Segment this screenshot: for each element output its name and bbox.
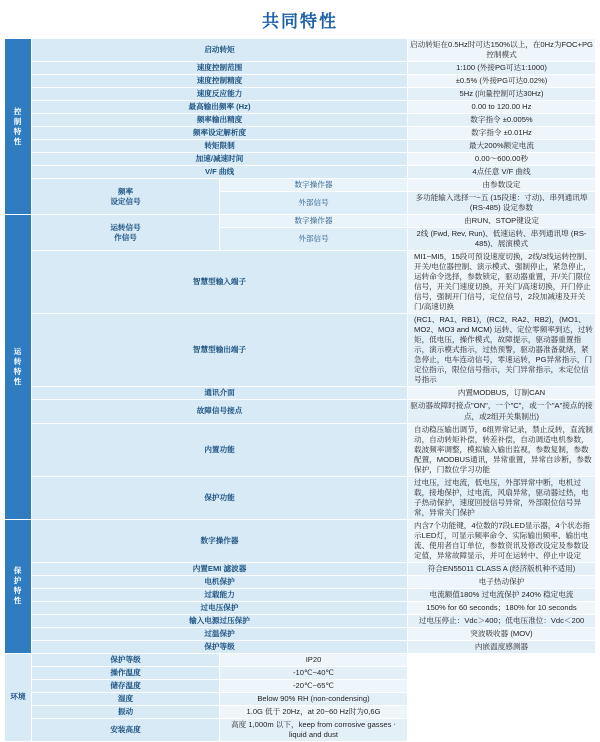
table-row <box>5 562 596 575</box>
row-category: 内置功能 <box>32 423 408 476</box>
row-category: 转矩限制 <box>32 140 408 153</box>
table-row <box>5 588 596 601</box>
table-row <box>5 614 596 627</box>
row-subcategory: 数字操作器 <box>220 179 408 192</box>
row-category: 速度控制精度 <box>32 75 408 88</box>
row-category-freq-set: 频率 设定信号 <box>32 179 220 215</box>
row-value: 多功能输入选择一~五 (15段速：寸动)、串列通讯埠 (RS-485) 设定参数 <box>408 192 596 215</box>
row-value: -10℃~40℃ <box>220 666 408 679</box>
row-value: 过电压，过电流，低电压，外部异常中断，电机过载，接地保护，过电流，风扇异常，驱动器过热，电子热动保护，速度回授信号异常，外部限位信号异常，异常关门保护 <box>408 476 596 519</box>
row-category: 安装高度 <box>32 718 220 741</box>
group-label-control: 控 制 特 性 <box>5 39 32 215</box>
row-category: 保护功能 <box>32 476 408 519</box>
row-value: 高度 1,000m 以下，keep from corrosive gasses ‧ liquid and dust <box>220 718 408 741</box>
row-category: 过载能力 <box>32 588 408 601</box>
table-row <box>5 114 596 127</box>
table-row <box>5 627 596 640</box>
row-value: 由参数设定 <box>408 179 596 192</box>
table-row <box>5 679 596 692</box>
row-category: 频率输出精度 <box>32 114 408 127</box>
row-value: IP20 <box>220 653 408 666</box>
row-value: Below 90% RH (non-condensing) <box>220 692 408 705</box>
table-row <box>5 718 596 741</box>
table-row <box>5 179 596 192</box>
table-row <box>5 251 596 314</box>
table-row <box>5 314 596 387</box>
row-category: 储存温度 <box>32 679 220 692</box>
group-label-protection: 保 护 特 性 <box>5 519 32 653</box>
table-row <box>5 153 596 166</box>
row-value: 内嵌温度感测器 <box>408 640 596 653</box>
row-value: MI1~MI5，15段可预设速度切换，2线/3线运转控制、开关/电位器控制、演示模式、强制停止，紧急停止，运转命令选择，参数锁定，驱动器重置，开/关门限位信号，开关门速度切换，开关门/高速切换，开门停止信号，强制开门信号，定位信号，2段加减速及开关门/高速切换 <box>408 251 596 314</box>
row-value: 0.00～600.00秒 <box>408 153 596 166</box>
table-row <box>5 62 596 75</box>
row-category: 速度反应能力 <box>32 88 408 101</box>
row-value: 电流额值180% 过电流保护 240% 稳定电流 <box>408 588 596 601</box>
row-value: 150% for 60 seconds；180% for 10 seconds <box>408 601 596 614</box>
row-value: 4点任意 V/F 曲线 <box>408 166 596 179</box>
row-category: 速度控制范围 <box>32 62 408 75</box>
row-value: 数字指令 ±0.01Hz <box>408 127 596 140</box>
row-value: 过电压停止：Vdc＞400；低电压准位：Vdc＜200 <box>408 614 596 627</box>
row-category: 数字操作器 <box>32 519 408 562</box>
table-row <box>5 666 596 679</box>
table-row <box>5 127 596 140</box>
row-value: ±0.5% (外接PG可达0.02%) <box>408 75 596 88</box>
table-row <box>5 215 596 228</box>
row-subcategory: 外部信号 <box>220 192 408 215</box>
row-category: 湿度 <box>32 692 220 705</box>
row-value: 2线 (Fwd, Rev, Run)、低速运转、串列通讯埠 (RS-485)、展演模式 <box>408 228 596 251</box>
table-row <box>5 519 596 562</box>
row-category: 保护等级 <box>32 640 408 653</box>
table-row <box>5 575 596 588</box>
row-value: 内含7个功能键，4位数的7段LED显示器，4个状态指示LED灯，可显示频率命令、实际输出频率、输出电流、使用者自订单位，参数资讯及修改设定及参数设定值，异常故障显示，并可在运转中、停止中设定 <box>408 519 596 562</box>
row-value: 启动转矩在0.5Hz时可达150%以上，在0Hz为FOC+PG控制模式 <box>408 39 596 62</box>
row-category: 频率设定解析度 <box>32 127 408 140</box>
row-category: 电机保护 <box>32 575 408 588</box>
row-category: 保护等级 <box>32 653 220 666</box>
row-category-operation-signal: 运转信号 作信号 <box>32 215 220 251</box>
row-category: 过温保护 <box>32 627 408 640</box>
row-value: 0.00 to 120.00 Hz <box>408 101 596 114</box>
table-row <box>5 476 596 519</box>
row-category: 振动 <box>32 705 220 718</box>
table-row <box>5 423 596 476</box>
row-category: 过电压保护 <box>32 601 408 614</box>
row-category: 智慧型输出端子 <box>32 314 408 387</box>
table-row <box>5 101 596 114</box>
page-title: 共同特性 <box>262 12 338 31</box>
row-value: (RC1、RA1、RB1)，(RC2、RA2、RB2)，(MO1、MO2、MO3 and MCM) 运转、定位零频率到达，过转矩，低电压，操作模式，故障提示，驱动器重置指示，演示模式指示，过热预警，驱动器准备就绪，紧急停止，电车连动信号，零速运转，PG异常指示，门定位指示，限位信号指示，关门异常指示，未定位信号指示 <box>408 314 596 387</box>
table-row <box>5 705 596 718</box>
table-row <box>5 166 596 179</box>
table-row <box>5 653 596 666</box>
table-row <box>5 39 596 62</box>
row-value: 1:100 (外接PG可达1:1000) <box>408 62 596 75</box>
row-category: 输入电源过压保护 <box>32 614 408 627</box>
row-category: 智慧型输入端子 <box>32 251 408 314</box>
row-value: 驱动器故障时接点"ON"，一个"C"，或一个"A"接点的接点，或2组开关集制出) <box>408 400 596 423</box>
row-value: -20℃~65℃ <box>220 679 408 692</box>
row-value: 1.0G 低于 20Hz，at 20~60 Hz时为0,6G <box>220 705 408 718</box>
row-category: 最高输出频率 (Hz) <box>32 101 408 114</box>
row-value: 内置MODBUS，订制CAN <box>408 387 596 400</box>
table-row <box>5 387 596 400</box>
row-category: 通讯介面 <box>32 387 408 400</box>
row-category: 内置EMI 滤波器 <box>32 562 408 575</box>
row-value: 5Hz (向量控制可达30Hz) <box>408 88 596 101</box>
table-row <box>5 692 596 705</box>
row-category: 启动转矩 <box>32 39 408 62</box>
row-value: 最大200%额定电流 <box>408 140 596 153</box>
table-row <box>5 75 596 88</box>
table-row <box>5 400 596 423</box>
row-value: 突波吸收器 (MOV) <box>408 627 596 640</box>
table-row <box>5 140 596 153</box>
row-subcategory: 数字操作器 <box>220 215 408 228</box>
row-category: 操作温度 <box>32 666 220 679</box>
group-label-operation: 运 转 特 性 <box>5 215 32 519</box>
specification-table <box>4 38 596 742</box>
row-category: 故障信号接点 <box>32 400 408 423</box>
row-category: 加速/减速时间 <box>32 153 408 166</box>
table-row <box>5 601 596 614</box>
row-value: 符合EN55011 CLASS A (经济版机种不适用) <box>408 562 596 575</box>
row-value: 电子热动保护 <box>408 575 596 588</box>
row-value: 由RUN、STOP键设定 <box>408 215 596 228</box>
row-value: 数字指令 ±0.005% <box>408 114 596 127</box>
table-row <box>5 88 596 101</box>
row-subcategory: 外部信号 <box>220 228 408 251</box>
group-label-environment: 环境 <box>5 653 32 741</box>
table-row <box>5 640 596 653</box>
row-value: 自动稳压输出调节，6组界常记录，禁止反转，直流制动，自动转矩补偿，转差补偿，自动调适电机参数，载波频率调整，模拟输入输出监视，参数复制，参数配置，MODBUS通讯，异常重置，异常自诊断，参数保护，门数位学习功能 <box>408 423 596 476</box>
row-category: V/F 曲线 <box>32 166 408 179</box>
